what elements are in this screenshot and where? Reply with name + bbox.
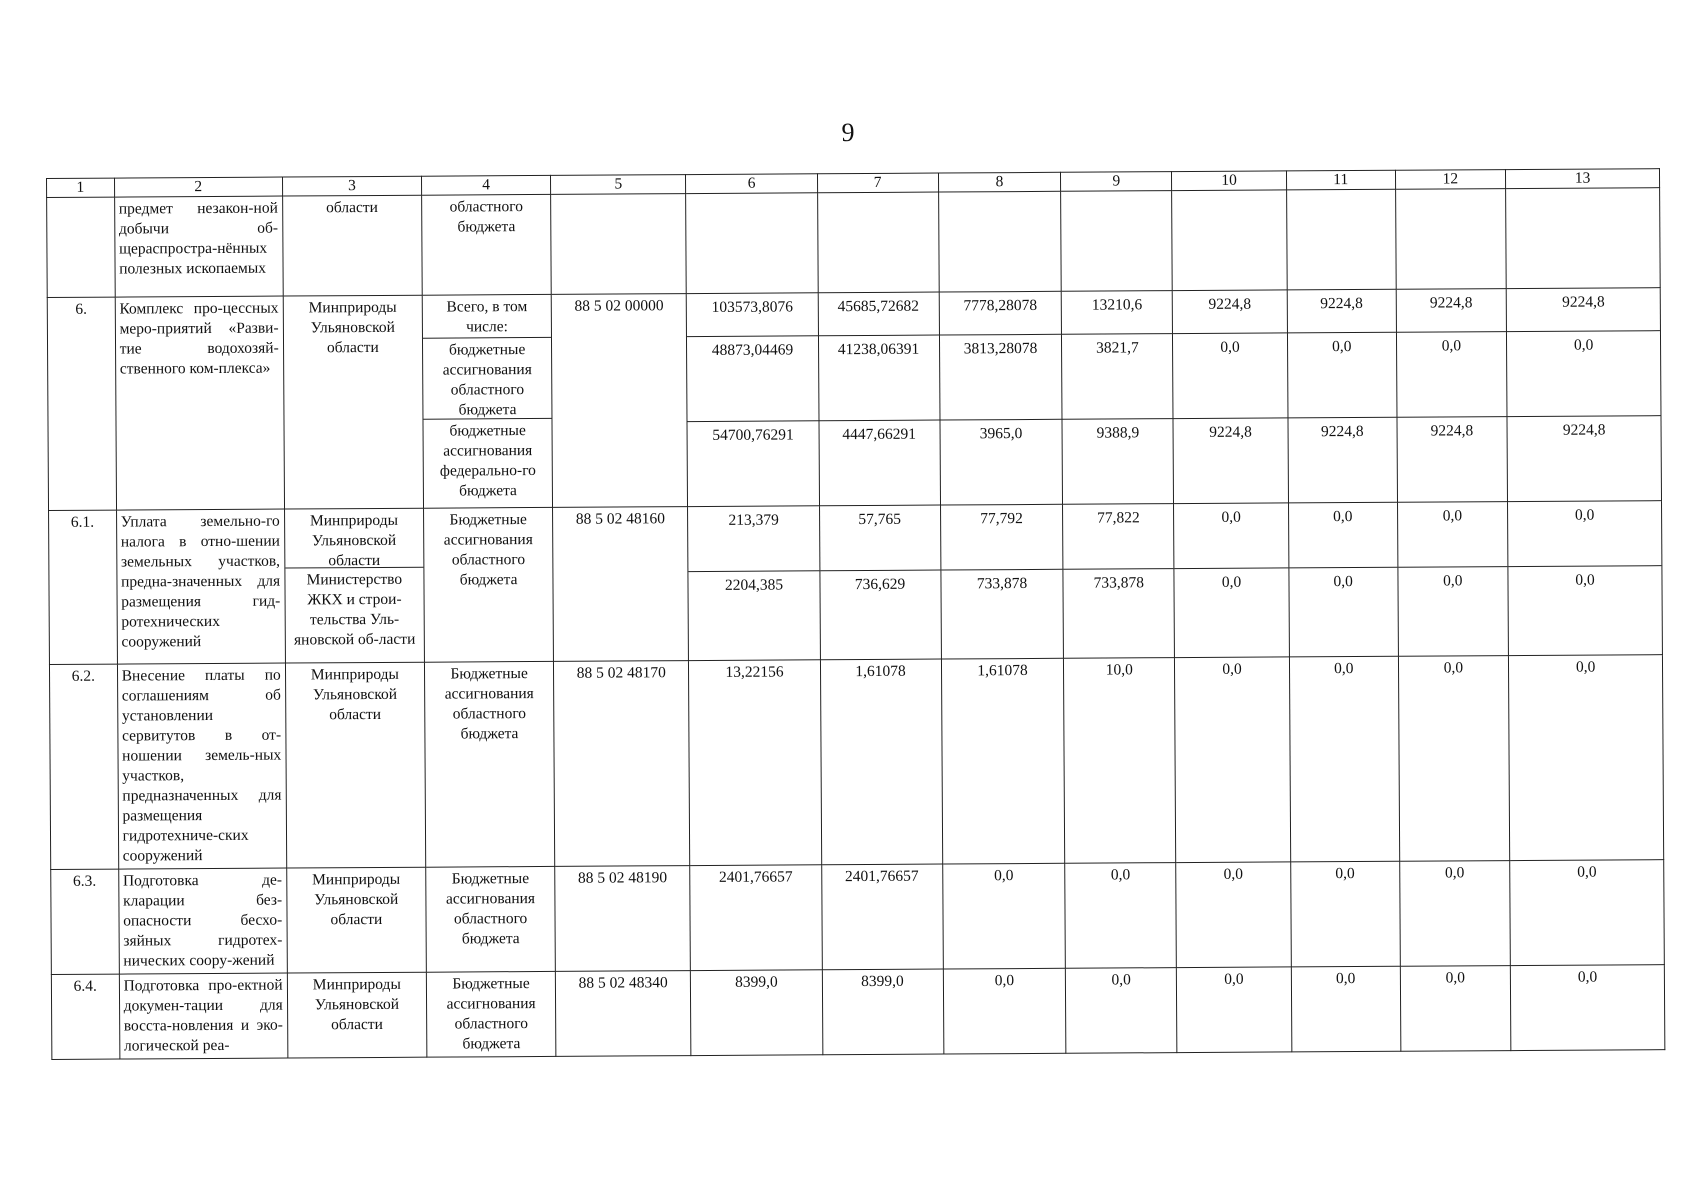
measure-name: предмет незакон-ной добычи об-щераспростра-нённых полезных ископаемых xyxy=(114,196,283,297)
value: 9388,9 xyxy=(1063,418,1173,504)
value: 0,0 xyxy=(1288,332,1396,418)
col-header: 8 xyxy=(938,172,1061,192)
value: 0,0 xyxy=(1509,655,1664,861)
budget-code: 88 5 02 00000 xyxy=(551,294,688,508)
value: 733,878 xyxy=(1064,568,1174,658)
value: 0,0 xyxy=(943,968,1066,1054)
value: 0,0 xyxy=(1398,566,1508,656)
funding-source: Бюджетные ассигнования областного бюджета xyxy=(424,507,554,662)
value: 3821,7 xyxy=(1062,333,1172,419)
value: 9224,8 xyxy=(1429,294,1473,312)
value: 2401,76657 xyxy=(690,865,822,971)
value: 0,0 xyxy=(1399,861,1510,967)
row-number: 6.4. xyxy=(51,974,119,1059)
col-header: 12 xyxy=(1395,170,1506,190)
funding-source: Бюджетные ассигнования областного бюджета xyxy=(425,661,555,867)
value: 0,0 xyxy=(1065,863,1176,969)
value: 7778,28078 xyxy=(963,296,1038,315)
value: 77,822 xyxy=(1097,509,1140,527)
responsible-org: Минприроды Ульяновской области xyxy=(287,972,427,1058)
measure-name: Уплата земельно-го налога в отно-шении земельных участков, предна-значенных для размещения гид-ротехнических сооружений xyxy=(116,509,285,664)
value: 9224,8 xyxy=(1288,417,1396,503)
row-number: 6.3. xyxy=(51,869,119,974)
value: 0,0 xyxy=(942,863,1066,969)
table-row-6 xyxy=(47,288,1661,511)
value: 0,0 xyxy=(1511,965,1665,1051)
col-header: 1 xyxy=(47,178,115,197)
value: 9224,8 xyxy=(1562,293,1605,311)
value: 0,0 xyxy=(1333,508,1353,526)
row-number: 6. xyxy=(47,297,116,510)
value: 0,0 xyxy=(1176,967,1291,1053)
value: 0,0 xyxy=(1400,966,1511,1052)
value: 0,0 xyxy=(1173,332,1287,418)
value: 0,0 xyxy=(1289,567,1397,657)
value: 733,878 xyxy=(941,569,1064,659)
value: 77,792 xyxy=(980,510,1023,528)
value: 48873,04469 xyxy=(687,335,818,421)
measure-name: Подготовка про-ектной докумен-тации для восста-новления и эко-логической реа- xyxy=(119,973,288,1059)
source-total: Всего, в том числе: xyxy=(446,298,528,336)
value: 0,0 xyxy=(1291,966,1400,1052)
value: 9224,8 xyxy=(1320,294,1363,313)
budget-code: 88 5 02 48170 xyxy=(554,661,691,867)
row-number xyxy=(47,197,115,297)
table-row-6-4 xyxy=(51,965,1664,1060)
value: 0,0 xyxy=(1291,861,1400,967)
value: 0,0 xyxy=(1398,656,1510,862)
value: 0,0 xyxy=(1221,508,1241,526)
budget-table xyxy=(46,168,1665,1060)
col-header: 13 xyxy=(1506,169,1660,189)
col-header: 3 xyxy=(282,176,421,196)
responsible-org: Минприроды Ульяновской области xyxy=(283,295,424,509)
col-header: 4 xyxy=(422,175,551,195)
value: 0,0 xyxy=(1510,860,1664,966)
value: 0,0 xyxy=(1507,330,1660,416)
value: 0,0 xyxy=(1289,656,1399,862)
col-header: 10 xyxy=(1172,171,1287,191)
budget-code: 88 5 02 48160 xyxy=(553,507,689,662)
responsible-org: Министерство ЖКХ и строи-тельства Уль-яновской об-ласти xyxy=(285,567,424,659)
col-header: 7 xyxy=(817,173,938,193)
col-header: 9 xyxy=(1061,172,1172,192)
value: 45685,72682 xyxy=(837,297,920,316)
value: 4447,66291 xyxy=(819,420,939,506)
value: 3965,0 xyxy=(940,419,1062,505)
value: 13210,6 xyxy=(1091,296,1143,314)
col-header: 5 xyxy=(551,175,686,195)
row-number: 6.1. xyxy=(49,510,118,664)
value: 213,379 xyxy=(728,511,779,529)
funding-source: областного бюджета xyxy=(422,194,552,295)
value: 0,0 xyxy=(1574,506,1595,524)
col-header: 11 xyxy=(1286,170,1395,190)
value: 1,61078 xyxy=(820,659,942,865)
responsible-org: Минприроды Ульяновской области xyxy=(285,662,426,868)
table-row-6-1 xyxy=(49,501,1663,665)
value: 103573,8076 xyxy=(711,298,794,316)
value: 0,0 xyxy=(1176,862,1291,968)
value: 9224,8 xyxy=(1174,417,1288,503)
row-number: 6.2. xyxy=(49,664,118,869)
table-row-continuation xyxy=(47,188,1661,298)
value: 0,0 xyxy=(1175,567,1289,657)
value: 0,0 xyxy=(1175,657,1291,863)
value: 0,0 xyxy=(1066,968,1177,1054)
value: 2204,385 xyxy=(689,570,820,660)
value: 41238,06391 xyxy=(819,335,939,421)
budget-code: 88 5 02 48340 xyxy=(556,971,692,1057)
value: 13,22156 xyxy=(689,660,821,866)
value: 8399,0 xyxy=(691,970,823,1056)
funding-source: Бюджетные ассигнования областного бюджета xyxy=(426,866,556,972)
value: 57,765 xyxy=(858,510,901,529)
col-header: 6 xyxy=(686,174,817,194)
responsible-org: области xyxy=(282,195,422,296)
responsible-org: Минприроды Ульяновской области xyxy=(309,511,399,570)
table-row-6-3 xyxy=(51,860,1665,975)
value: 3813,28078 xyxy=(939,334,1061,420)
value: 2401,76657 xyxy=(821,864,943,970)
responsible-org: Минприроды Ульяновской области xyxy=(286,867,426,973)
source-federal: бюджетные ассигнования федерально-го бюджета xyxy=(424,418,553,504)
budget-code: 88 5 02 48190 xyxy=(555,866,691,972)
measure-name: Комплекс про-цессных меро-приятий «Разви-тие водохозяй-ственного ком-плекса» xyxy=(115,296,284,510)
value: 0,0 xyxy=(1442,507,1463,525)
value: 9224,8 xyxy=(1508,415,1661,501)
funding-source xyxy=(422,294,552,508)
value: 10,0 xyxy=(1064,658,1176,864)
col-header: 2 xyxy=(114,177,282,197)
value: 9224,8 xyxy=(1208,295,1252,313)
measure-name: Внесение платы по соглашениям об установлении сервитутов в от-ношении земель-ных участков, предназначенных для размещения гидротехниче-ских сооружений xyxy=(117,663,286,869)
table-row-6-2 xyxy=(49,655,1663,870)
page-number: 9 xyxy=(841,118,855,147)
value: 8399,0 xyxy=(822,969,943,1055)
funding-source: Бюджетные ассигнования областного бюджета xyxy=(426,971,556,1057)
value: 0,0 xyxy=(1396,331,1506,417)
value: 54700,76291 xyxy=(688,420,819,506)
source-regional: бюджетные ассигнования областного бюджета xyxy=(423,337,552,419)
value: 736,629 xyxy=(820,570,940,660)
measure-name: Подготовка де-кларации без-опасности бесхо-зяйных гидротех-нических соору-жений xyxy=(118,868,287,974)
value: 9224,8 xyxy=(1397,416,1507,502)
value: 1,61078 xyxy=(941,658,1065,864)
value: 0,0 xyxy=(1509,565,1662,655)
